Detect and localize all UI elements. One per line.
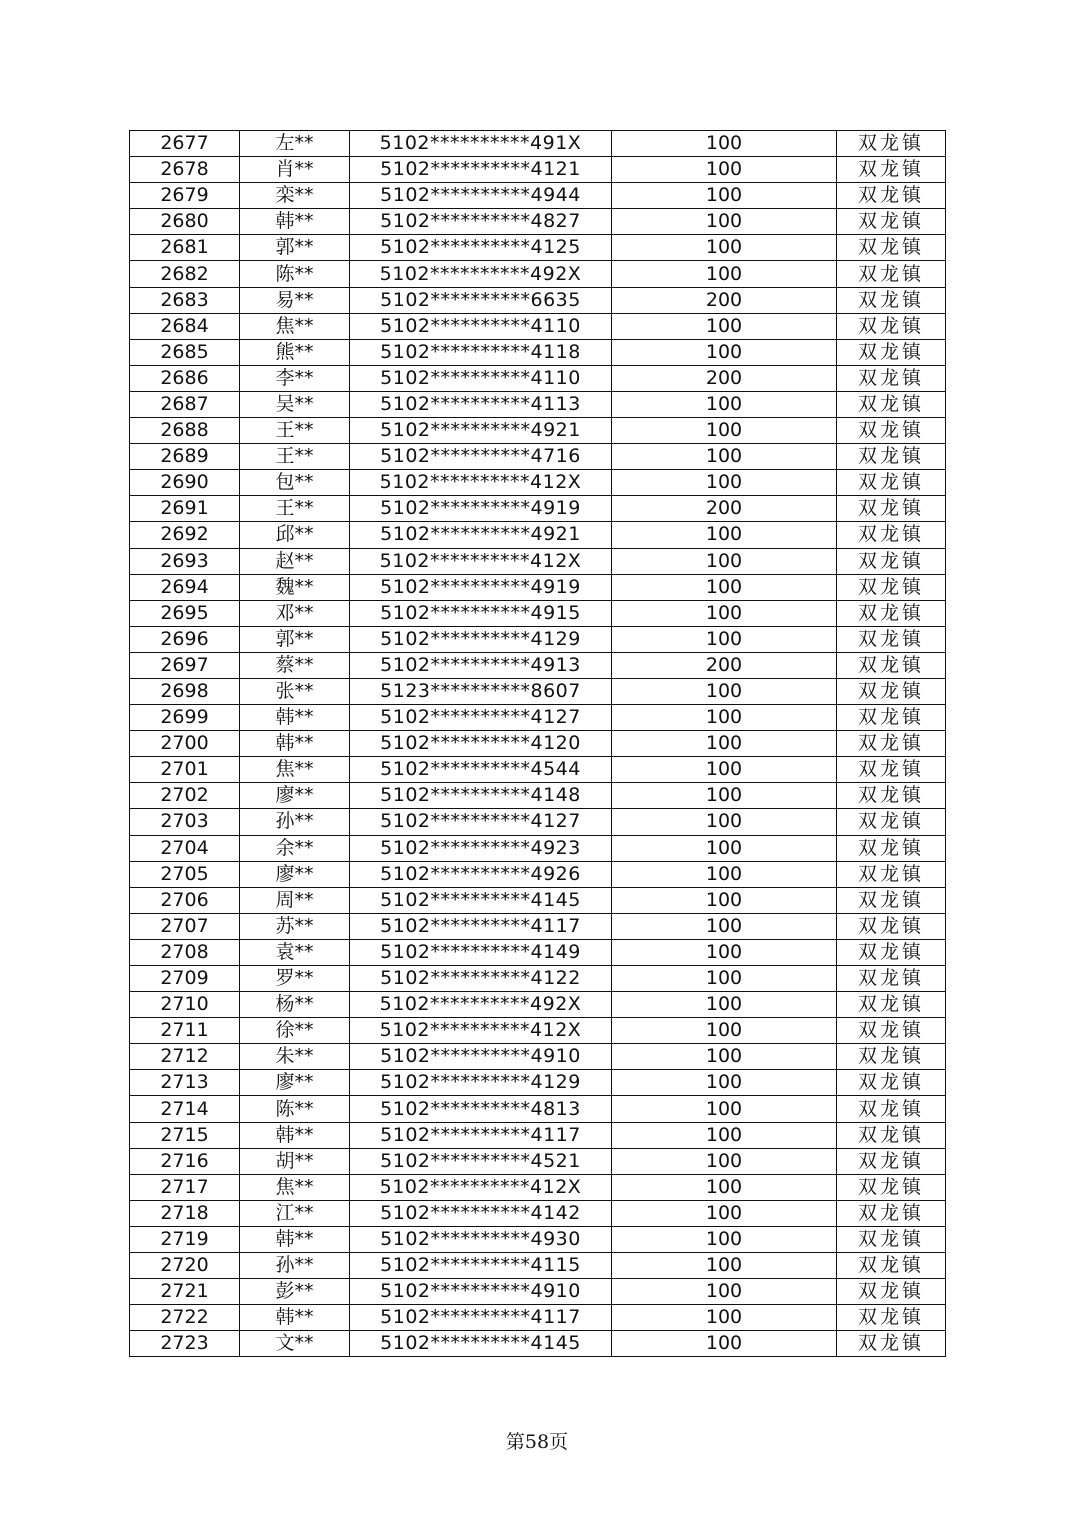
masked-name-cell: 袁** [240,939,350,965]
masked-id-number-cell: 5102**********4923 [350,835,612,861]
town-cell: 双龙镇 [837,757,946,783]
row-index-cell: 2708 [130,939,240,965]
amount-cell: 100 [612,1305,837,1331]
row-index-cell: 2681 [130,235,240,261]
row-index-cell: 2711 [130,1018,240,1044]
town-cell: 双龙镇 [837,1279,946,1305]
row-index-cell: 2693 [130,548,240,574]
masked-name-cell: 韩** [240,1305,350,1331]
row-index-cell: 2703 [130,809,240,835]
masked-name-cell: 熊** [240,339,350,365]
town-cell: 双龙镇 [837,1226,946,1252]
masked-name-cell: 邱** [240,522,350,548]
row-index-cell: 2686 [130,365,240,391]
amount-cell: 100 [612,209,837,235]
masked-id-number-cell: 5102**********4113 [350,391,612,417]
row-index-cell: 2692 [130,522,240,548]
amount-cell: 100 [612,1096,837,1122]
amount-cell: 200 [612,365,837,391]
table-row [130,313,946,339]
town-cell: 双龙镇 [837,678,946,704]
masked-id-number-cell: 5102**********4145 [350,1331,612,1357]
table-row [130,626,946,652]
town-cell: 双龙镇 [837,1018,946,1044]
masked-id-number-cell: 5102**********492X [350,261,612,287]
masked-name-cell: 苏** [240,913,350,939]
town-cell: 双龙镇 [837,783,946,809]
row-index-cell: 2695 [130,600,240,626]
amount-cell: 100 [612,261,837,287]
town-cell: 双龙镇 [837,939,946,965]
table-row [130,1253,946,1279]
amount-cell: 100 [612,1279,837,1305]
town-cell: 双龙镇 [837,1096,946,1122]
masked-name-cell: 吴** [240,391,350,417]
table-row [130,522,946,548]
row-index-cell: 2713 [130,1070,240,1096]
row-index-cell: 2723 [130,1331,240,1357]
row-index-cell: 2701 [130,757,240,783]
table-row [130,418,946,444]
masked-name-cell: 郭** [240,235,350,261]
row-index-cell: 2719 [130,1226,240,1252]
masked-name-cell: 韩** [240,1122,350,1148]
row-index-cell: 2682 [130,261,240,287]
row-index-cell: 2698 [130,678,240,704]
masked-name-cell: 赵** [240,548,350,574]
masked-id-number-cell: 5102**********4127 [350,705,612,731]
table-row [130,1226,946,1252]
table-row [130,365,946,391]
row-index-cell: 2684 [130,313,240,339]
amount-cell: 100 [612,444,837,470]
table-row [130,992,946,1018]
masked-name-cell: 陈** [240,261,350,287]
table-row [130,183,946,209]
masked-id-number-cell: 5102**********4919 [350,496,612,522]
masked-name-cell: 江** [240,1200,350,1226]
masked-name-cell: 张** [240,678,350,704]
amount-cell: 200 [612,287,837,313]
town-cell: 双龙镇 [837,1253,946,1279]
table-row [130,235,946,261]
table-row [130,1331,946,1357]
row-index-cell: 2702 [130,783,240,809]
town-cell: 双龙镇 [837,652,946,678]
table-row [130,444,946,470]
table-row [130,1174,946,1200]
masked-id-number-cell: 5102**********4910 [350,1279,612,1305]
amount-cell: 100 [612,992,837,1018]
town-cell: 双龙镇 [837,1174,946,1200]
table-row [130,1200,946,1226]
town-cell: 双龙镇 [837,261,946,287]
table-row [130,783,946,809]
row-index-cell: 2700 [130,731,240,757]
amount-cell: 100 [612,574,837,600]
table-row [130,209,946,235]
table-row [130,287,946,313]
amount-cell: 100 [612,1122,837,1148]
town-cell: 双龙镇 [837,1200,946,1226]
row-index-cell: 2690 [130,470,240,496]
masked-name-cell: 徐** [240,1018,350,1044]
town-cell: 双龙镇 [837,418,946,444]
masked-id-number-cell: 5102**********4544 [350,757,612,783]
amount-cell: 100 [612,731,837,757]
masked-id-number-cell: 5102**********4921 [350,522,612,548]
row-index-cell: 2717 [130,1174,240,1200]
masked-id-number-cell: 5102**********4827 [350,209,612,235]
table-row [130,1070,946,1096]
amount-cell: 100 [612,339,837,365]
row-index-cell: 2715 [130,1122,240,1148]
masked-id-number-cell: 5102**********4115 [350,1253,612,1279]
row-index-cell: 2679 [130,183,240,209]
masked-id-number-cell: 5102**********4117 [350,1305,612,1331]
table-row [130,600,946,626]
amount-cell: 100 [612,1226,837,1252]
row-index-cell: 2705 [130,861,240,887]
table-row [130,131,946,157]
town-cell: 双龙镇 [837,887,946,913]
masked-name-cell: 左** [240,131,350,157]
masked-name-cell: 焦** [240,1174,350,1200]
row-index-cell: 2699 [130,705,240,731]
town-cell: 双龙镇 [837,1305,946,1331]
masked-id-number-cell: 5102**********4926 [350,861,612,887]
town-cell: 双龙镇 [837,600,946,626]
town-cell: 双龙镇 [837,574,946,600]
masked-id-number-cell: 5102**********4142 [350,1200,612,1226]
amount-cell: 100 [612,1044,837,1070]
row-index-cell: 2714 [130,1096,240,1122]
table-row [130,887,946,913]
masked-id-number-cell: 5102**********4110 [350,365,612,391]
masked-name-cell: 郭** [240,626,350,652]
amount-cell: 100 [612,600,837,626]
amount-cell: 100 [612,470,837,496]
row-index-cell: 2710 [130,992,240,1018]
masked-id-number-cell: 5102**********4110 [350,313,612,339]
masked-id-number-cell: 5102**********4120 [350,731,612,757]
town-cell: 双龙镇 [837,287,946,313]
masked-id-number-cell: 5102**********4125 [350,235,612,261]
table-row [130,261,946,287]
row-index-cell: 2721 [130,1279,240,1305]
masked-id-number-cell: 5102**********4149 [350,939,612,965]
masked-name-cell: 孙** [240,809,350,835]
table-row [130,574,946,600]
masked-id-number-cell: 5102**********4921 [350,418,612,444]
row-index-cell: 2694 [130,574,240,600]
town-cell: 双龙镇 [837,731,946,757]
row-index-cell: 2680 [130,209,240,235]
masked-id-number-cell: 5102**********412X [350,1018,612,1044]
masked-id-number-cell: 5102**********4129 [350,1070,612,1096]
table-row [130,470,946,496]
amount-cell: 100 [612,183,837,209]
row-index-cell: 2689 [130,444,240,470]
amount-cell: 100 [612,809,837,835]
masked-id-number-cell: 5102**********4716 [350,444,612,470]
table-row [130,1305,946,1331]
masked-name-cell: 王** [240,496,350,522]
masked-name-cell: 焦** [240,313,350,339]
row-index-cell: 2718 [130,1200,240,1226]
masked-id-number-cell: 5102**********4129 [350,626,612,652]
row-index-cell: 2678 [130,157,240,183]
table-row [130,861,946,887]
table-row [130,1044,946,1070]
amount-cell: 100 [612,235,837,261]
table-row [130,1096,946,1122]
amount-cell: 100 [612,1174,837,1200]
table-row [130,939,946,965]
amount-cell: 100 [612,913,837,939]
town-cell: 双龙镇 [837,992,946,1018]
town-cell: 双龙镇 [837,339,946,365]
table-row [130,339,946,365]
table-row [130,652,946,678]
masked-name-cell: 易** [240,287,350,313]
amount-cell: 100 [612,1253,837,1279]
town-cell: 双龙镇 [837,131,946,157]
table-row [130,391,946,417]
masked-id-number-cell: 5102**********412X [350,470,612,496]
table-row [130,1279,946,1305]
masked-name-cell: 韩** [240,705,350,731]
row-index-cell: 2712 [130,1044,240,1070]
town-cell: 双龙镇 [837,1070,946,1096]
town-cell: 双龙镇 [837,913,946,939]
masked-name-cell: 韩** [240,209,350,235]
town-cell: 双龙镇 [837,626,946,652]
masked-name-cell: 彭** [240,1279,350,1305]
table-row [130,548,946,574]
amount-cell: 100 [612,757,837,783]
masked-name-cell: 胡** [240,1148,350,1174]
row-index-cell: 2722 [130,1305,240,1331]
amount-cell: 100 [612,548,837,574]
amount-cell: 100 [612,313,837,339]
table-row [130,835,946,861]
town-cell: 双龙镇 [837,1122,946,1148]
table-row [130,678,946,704]
masked-name-cell: 魏** [240,574,350,600]
table-body [130,131,946,1357]
amount-cell: 100 [612,157,837,183]
row-index-cell: 2687 [130,391,240,417]
masked-id-number-cell: 5102**********4145 [350,887,612,913]
masked-name-cell: 罗** [240,966,350,992]
masked-name-cell: 文** [240,1331,350,1357]
masked-id-number-cell: 5123**********8607 [350,678,612,704]
masked-name-cell: 包** [240,470,350,496]
town-cell: 双龙镇 [837,365,946,391]
masked-name-cell: 廖** [240,861,350,887]
table-row [130,757,946,783]
masked-id-number-cell: 5102**********4913 [350,652,612,678]
amount-cell: 100 [612,835,837,861]
row-index-cell: 2704 [130,835,240,861]
masked-name-cell: 陈** [240,1096,350,1122]
table-row [130,913,946,939]
table-row [130,1122,946,1148]
town-cell: 双龙镇 [837,183,946,209]
amount-cell: 100 [612,1331,837,1357]
masked-id-number-cell: 5102**********4930 [350,1226,612,1252]
row-index-cell: 2697 [130,652,240,678]
town-cell: 双龙镇 [837,209,946,235]
masked-id-number-cell: 5102**********412X [350,548,612,574]
town-cell: 双龙镇 [837,1044,946,1070]
town-cell: 双龙镇 [837,522,946,548]
amount-cell: 100 [612,522,837,548]
page-number: 第58页 [505,1431,569,1453]
amount-cell: 100 [612,966,837,992]
town-cell: 双龙镇 [837,1331,946,1357]
masked-id-number-cell: 5102**********4915 [350,600,612,626]
row-index-cell: 2706 [130,887,240,913]
masked-name-cell: 杨** [240,992,350,1018]
row-index-cell: 2683 [130,287,240,313]
amount-cell: 100 [612,1018,837,1044]
town-cell: 双龙镇 [837,548,946,574]
amount-cell: 100 [612,1070,837,1096]
masked-id-number-cell: 5102**********6635 [350,287,612,313]
amount-cell: 200 [612,496,837,522]
amount-cell: 100 [612,1148,837,1174]
row-index-cell: 2685 [130,339,240,365]
amount-cell: 100 [612,705,837,731]
masked-name-cell: 余** [240,835,350,861]
amount-cell: 100 [612,861,837,887]
masked-id-number-cell: 5102**********4117 [350,1122,612,1148]
masked-name-cell: 朱** [240,1044,350,1070]
table-row [130,496,946,522]
masked-name-cell: 肖** [240,157,350,183]
masked-name-cell: 李** [240,365,350,391]
amount-cell: 100 [612,887,837,913]
masked-name-cell: 廖** [240,783,350,809]
row-index-cell: 2720 [130,1253,240,1279]
amount-cell: 100 [612,391,837,417]
amount-cell: 200 [612,652,837,678]
table-row [130,1148,946,1174]
amount-cell: 100 [612,678,837,704]
masked-name-cell: 周** [240,887,350,913]
town-cell: 双龙镇 [837,861,946,887]
masked-id-number-cell: 5102**********4117 [350,913,612,939]
table-row [130,1018,946,1044]
row-index-cell: 2709 [130,966,240,992]
table-row [130,966,946,992]
masked-id-number-cell: 5102**********4118 [350,339,612,365]
town-cell: 双龙镇 [837,313,946,339]
town-cell: 双龙镇 [837,835,946,861]
town-cell: 双龙镇 [837,966,946,992]
masked-name-cell: 栾** [240,183,350,209]
masked-name-cell: 韩** [240,731,350,757]
table-row [130,809,946,835]
masked-id-number-cell: 5102**********4813 [350,1096,612,1122]
data-table-container [129,130,946,1357]
town-cell: 双龙镇 [837,235,946,261]
town-cell: 双龙镇 [837,444,946,470]
masked-id-number-cell: 5102**********4148 [350,783,612,809]
row-index-cell: 2677 [130,131,240,157]
masked-id-number-cell: 5102**********4127 [350,809,612,835]
masked-name-cell: 邓** [240,600,350,626]
town-cell: 双龙镇 [837,705,946,731]
row-index-cell: 2696 [130,626,240,652]
amount-cell: 100 [612,131,837,157]
town-cell: 双龙镇 [837,470,946,496]
masked-name-cell: 王** [240,418,350,444]
masked-name-cell: 焦** [240,757,350,783]
masked-name-cell: 孙** [240,1253,350,1279]
masked-id-number-cell: 5102**********4521 [350,1148,612,1174]
masked-id-number-cell: 5102**********4121 [350,157,612,183]
amount-cell: 100 [612,783,837,809]
masked-id-number-cell: 5102**********491X [350,131,612,157]
amount-cell: 100 [612,1200,837,1226]
row-index-cell: 2688 [130,418,240,444]
amount-cell: 100 [612,939,837,965]
town-cell: 双龙镇 [837,1148,946,1174]
amount-cell: 100 [612,626,837,652]
masked-id-number-cell: 5102**********492X [350,992,612,1018]
row-index-cell: 2691 [130,496,240,522]
masked-id-number-cell: 5102**********4122 [350,966,612,992]
masked-id-number-cell: 5102**********4919 [350,574,612,600]
row-index-cell: 2707 [130,913,240,939]
masked-name-cell: 王** [240,444,350,470]
recipient-table [129,130,946,1357]
town-cell: 双龙镇 [837,809,946,835]
masked-id-number-cell: 5102**********4910 [350,1044,612,1070]
table-row [130,731,946,757]
town-cell: 双龙镇 [837,496,946,522]
amount-cell: 100 [612,418,837,444]
table-row [130,157,946,183]
town-cell: 双龙镇 [837,157,946,183]
town-cell: 双龙镇 [837,391,946,417]
masked-name-cell: 韩** [240,1226,350,1252]
masked-name-cell: 蔡** [240,652,350,678]
masked-id-number-cell: 5102**********412X [350,1174,612,1200]
masked-id-number-cell: 5102**********4944 [350,183,612,209]
table-row [130,705,946,731]
masked-name-cell: 廖** [240,1070,350,1096]
row-index-cell: 2716 [130,1148,240,1174]
